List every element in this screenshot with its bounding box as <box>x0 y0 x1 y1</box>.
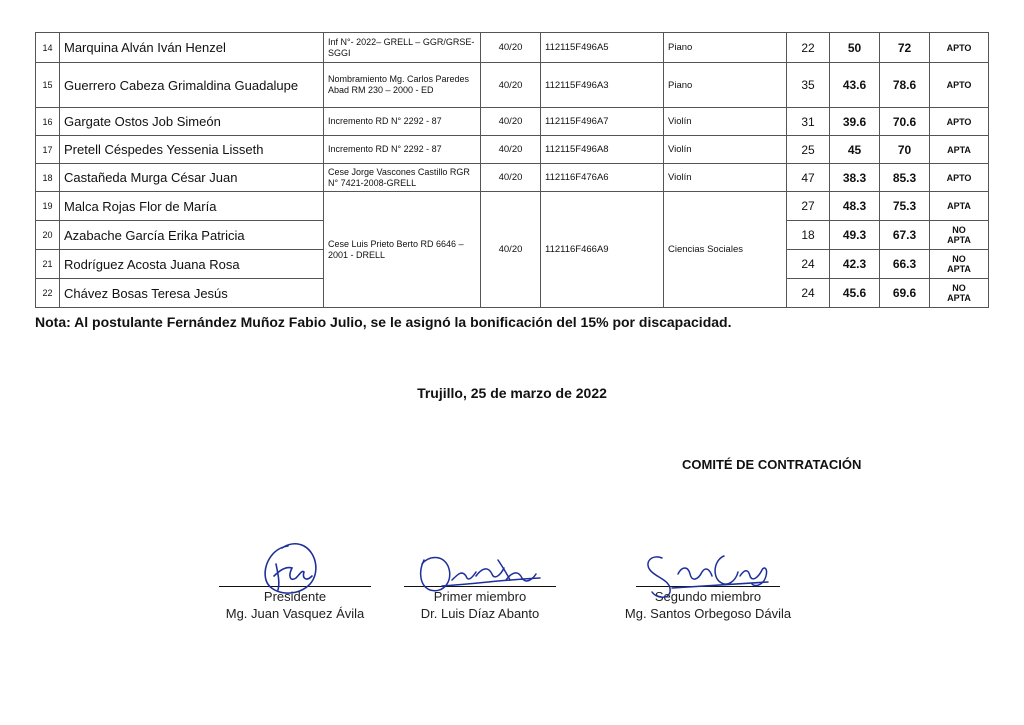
position-code: 112115F496A7 <box>541 108 664 136</box>
applicant-name: Guerrero Cabeza Grimaldina Guadalupe <box>60 63 324 108</box>
hours: 40/20 <box>481 63 541 108</box>
specialty: Piano <box>664 63 787 108</box>
signature-president <box>216 586 374 622</box>
status: APTO <box>930 33 989 63</box>
signature-name: Mg. Juan Vasquez Ávila <box>225 606 365 621</box>
table-row <box>36 136 989 164</box>
results-table <box>35 32 989 308</box>
applicant-name: Gargate Ostos Job Simeón <box>60 108 324 136</box>
resolution: Inf N°- 2022– GRELL – GGR/GRSE-SGGI <box>324 33 481 63</box>
resolution: Nombramiento Mg. Carlos Paredes Abad RM 230 – 2000 - ED <box>324 63 481 108</box>
row-number: 15 <box>36 63 60 108</box>
row-number: 16 <box>36 108 60 136</box>
table-row <box>36 192 989 221</box>
position-code: 112115F496A3 <box>541 63 664 108</box>
score-total: 66.3 <box>880 250 930 279</box>
applicant-name: Chávez Bosas Teresa Jesús <box>60 279 324 308</box>
score-total: 72 <box>880 33 930 63</box>
score-2: 45 <box>830 136 880 164</box>
hours: 40/20 <box>481 108 541 136</box>
status: APTA <box>930 192 989 221</box>
row-number: 22 <box>36 279 60 308</box>
signature-second-member <box>612 586 804 622</box>
hours: 40/20 <box>481 136 541 164</box>
status-line: NO <box>952 225 966 235</box>
status: APTO <box>930 108 989 136</box>
status-line: NO <box>952 283 966 293</box>
handwritten-signature-icon <box>402 536 558 604</box>
status: APTO <box>930 164 989 192</box>
score-2: 39.6 <box>830 108 880 136</box>
score-1: 27 <box>787 192 830 221</box>
score-1: 22 <box>787 33 830 63</box>
status-line: APTA <box>947 293 971 303</box>
score-2: 42.3 <box>830 250 880 279</box>
position-code: 112115F496A5 <box>541 33 664 63</box>
committee-title: COMITÉ DE CONTRATACIÓN <box>682 457 862 472</box>
score-2: 45.6 <box>830 279 880 308</box>
applicant-name: Azabache García Erika Patricia <box>60 221 324 250</box>
resolution: Incremento RD N° 2292 - 87 <box>324 108 481 136</box>
position-code: 112116F476A6 <box>541 164 664 192</box>
score-2: 50 <box>830 33 880 63</box>
handwritten-signature-icon <box>216 536 374 604</box>
score-1: 25 <box>787 136 830 164</box>
status-line: APTA <box>947 235 971 245</box>
hours: 40/20 <box>481 164 541 192</box>
applicant-name: Pretell Céspedes Yessenia Lisseth <box>60 136 324 164</box>
resolution: Cese Jorge Vascones Castillo RGR N° 7421-2008-GRELL <box>324 164 481 192</box>
status <box>930 279 989 308</box>
specialty: Violín <box>664 108 787 136</box>
score-1: 35 <box>787 63 830 108</box>
signature-first-member <box>402 586 558 622</box>
signature-name: Mg. Santos Orbegoso Dávila <box>624 606 792 621</box>
score-1: 18 <box>787 221 830 250</box>
score-2: 49.3 <box>830 221 880 250</box>
hours: 40/20 <box>481 192 541 308</box>
score-1: 24 <box>787 250 830 279</box>
score-total: 75.3 <box>880 192 930 221</box>
status-line: APTA <box>947 264 971 274</box>
signature-role: Presidente <box>263 589 327 604</box>
score-total: 69.6 <box>880 279 930 308</box>
disability-note: Nota: Al postulante Fernández Muñoz Fabio Julio, se le asignó la bonificación del 15% por discapacidad. <box>35 314 732 330</box>
score-total: 85.3 <box>880 164 930 192</box>
signature-name: Dr. Luis Díaz Abanto <box>420 606 540 621</box>
row-number: 20 <box>36 221 60 250</box>
score-2: 38.3 <box>830 164 880 192</box>
score-total: 70.6 <box>880 108 930 136</box>
table-row <box>36 63 989 108</box>
row-number: 21 <box>36 250 60 279</box>
status <box>930 221 989 250</box>
status <box>930 250 989 279</box>
hours: 40/20 <box>481 33 541 63</box>
handwritten-signature-icon <box>612 536 804 604</box>
row-number: 18 <box>36 164 60 192</box>
applicant-name: Marquina Alván Iván Henzel <box>60 33 324 63</box>
score-2: 43.6 <box>830 63 880 108</box>
status-line: NO <box>952 254 966 264</box>
score-1: 47 <box>787 164 830 192</box>
row-number: 17 <box>36 136 60 164</box>
applicant-name: Castañeda Murga César Juan <box>60 164 324 192</box>
applicant-name: Malca Rojas Flor de María <box>60 192 324 221</box>
row-number: 14 <box>36 33 60 63</box>
score-total: 67.3 <box>880 221 930 250</box>
signature-role: Primer miembro <box>433 589 527 604</box>
score-total: 78.6 <box>880 63 930 108</box>
status: APTO <box>930 63 989 108</box>
status: APTA <box>930 136 989 164</box>
date-line: Trujillo, 25 de marzo de 2022 <box>417 385 607 401</box>
applicant-name: Rodríguez Acosta Juana Rosa <box>60 250 324 279</box>
score-1: 31 <box>787 108 830 136</box>
resolution: Incremento RD N° 2292 - 87 <box>324 136 481 164</box>
score-2: 48.3 <box>830 192 880 221</box>
specialty: Violín <box>664 164 787 192</box>
table-row <box>36 164 989 192</box>
score-total: 70 <box>880 136 930 164</box>
position-code: 112116F466A9 <box>541 192 664 308</box>
specialty: Piano <box>664 33 787 63</box>
table-row <box>36 108 989 136</box>
table-row <box>36 33 989 63</box>
row-number: 19 <box>36 192 60 221</box>
position-code: 112115F496A8 <box>541 136 664 164</box>
signature-role: Segundo miembro <box>654 589 762 604</box>
specialty: Ciencias Sociales <box>664 192 787 308</box>
resolution: Cese Luis Prieto Berto RD 6646 – 2001 - DRELL <box>324 192 481 308</box>
score-1: 24 <box>787 279 830 308</box>
specialty: Violín <box>664 136 787 164</box>
